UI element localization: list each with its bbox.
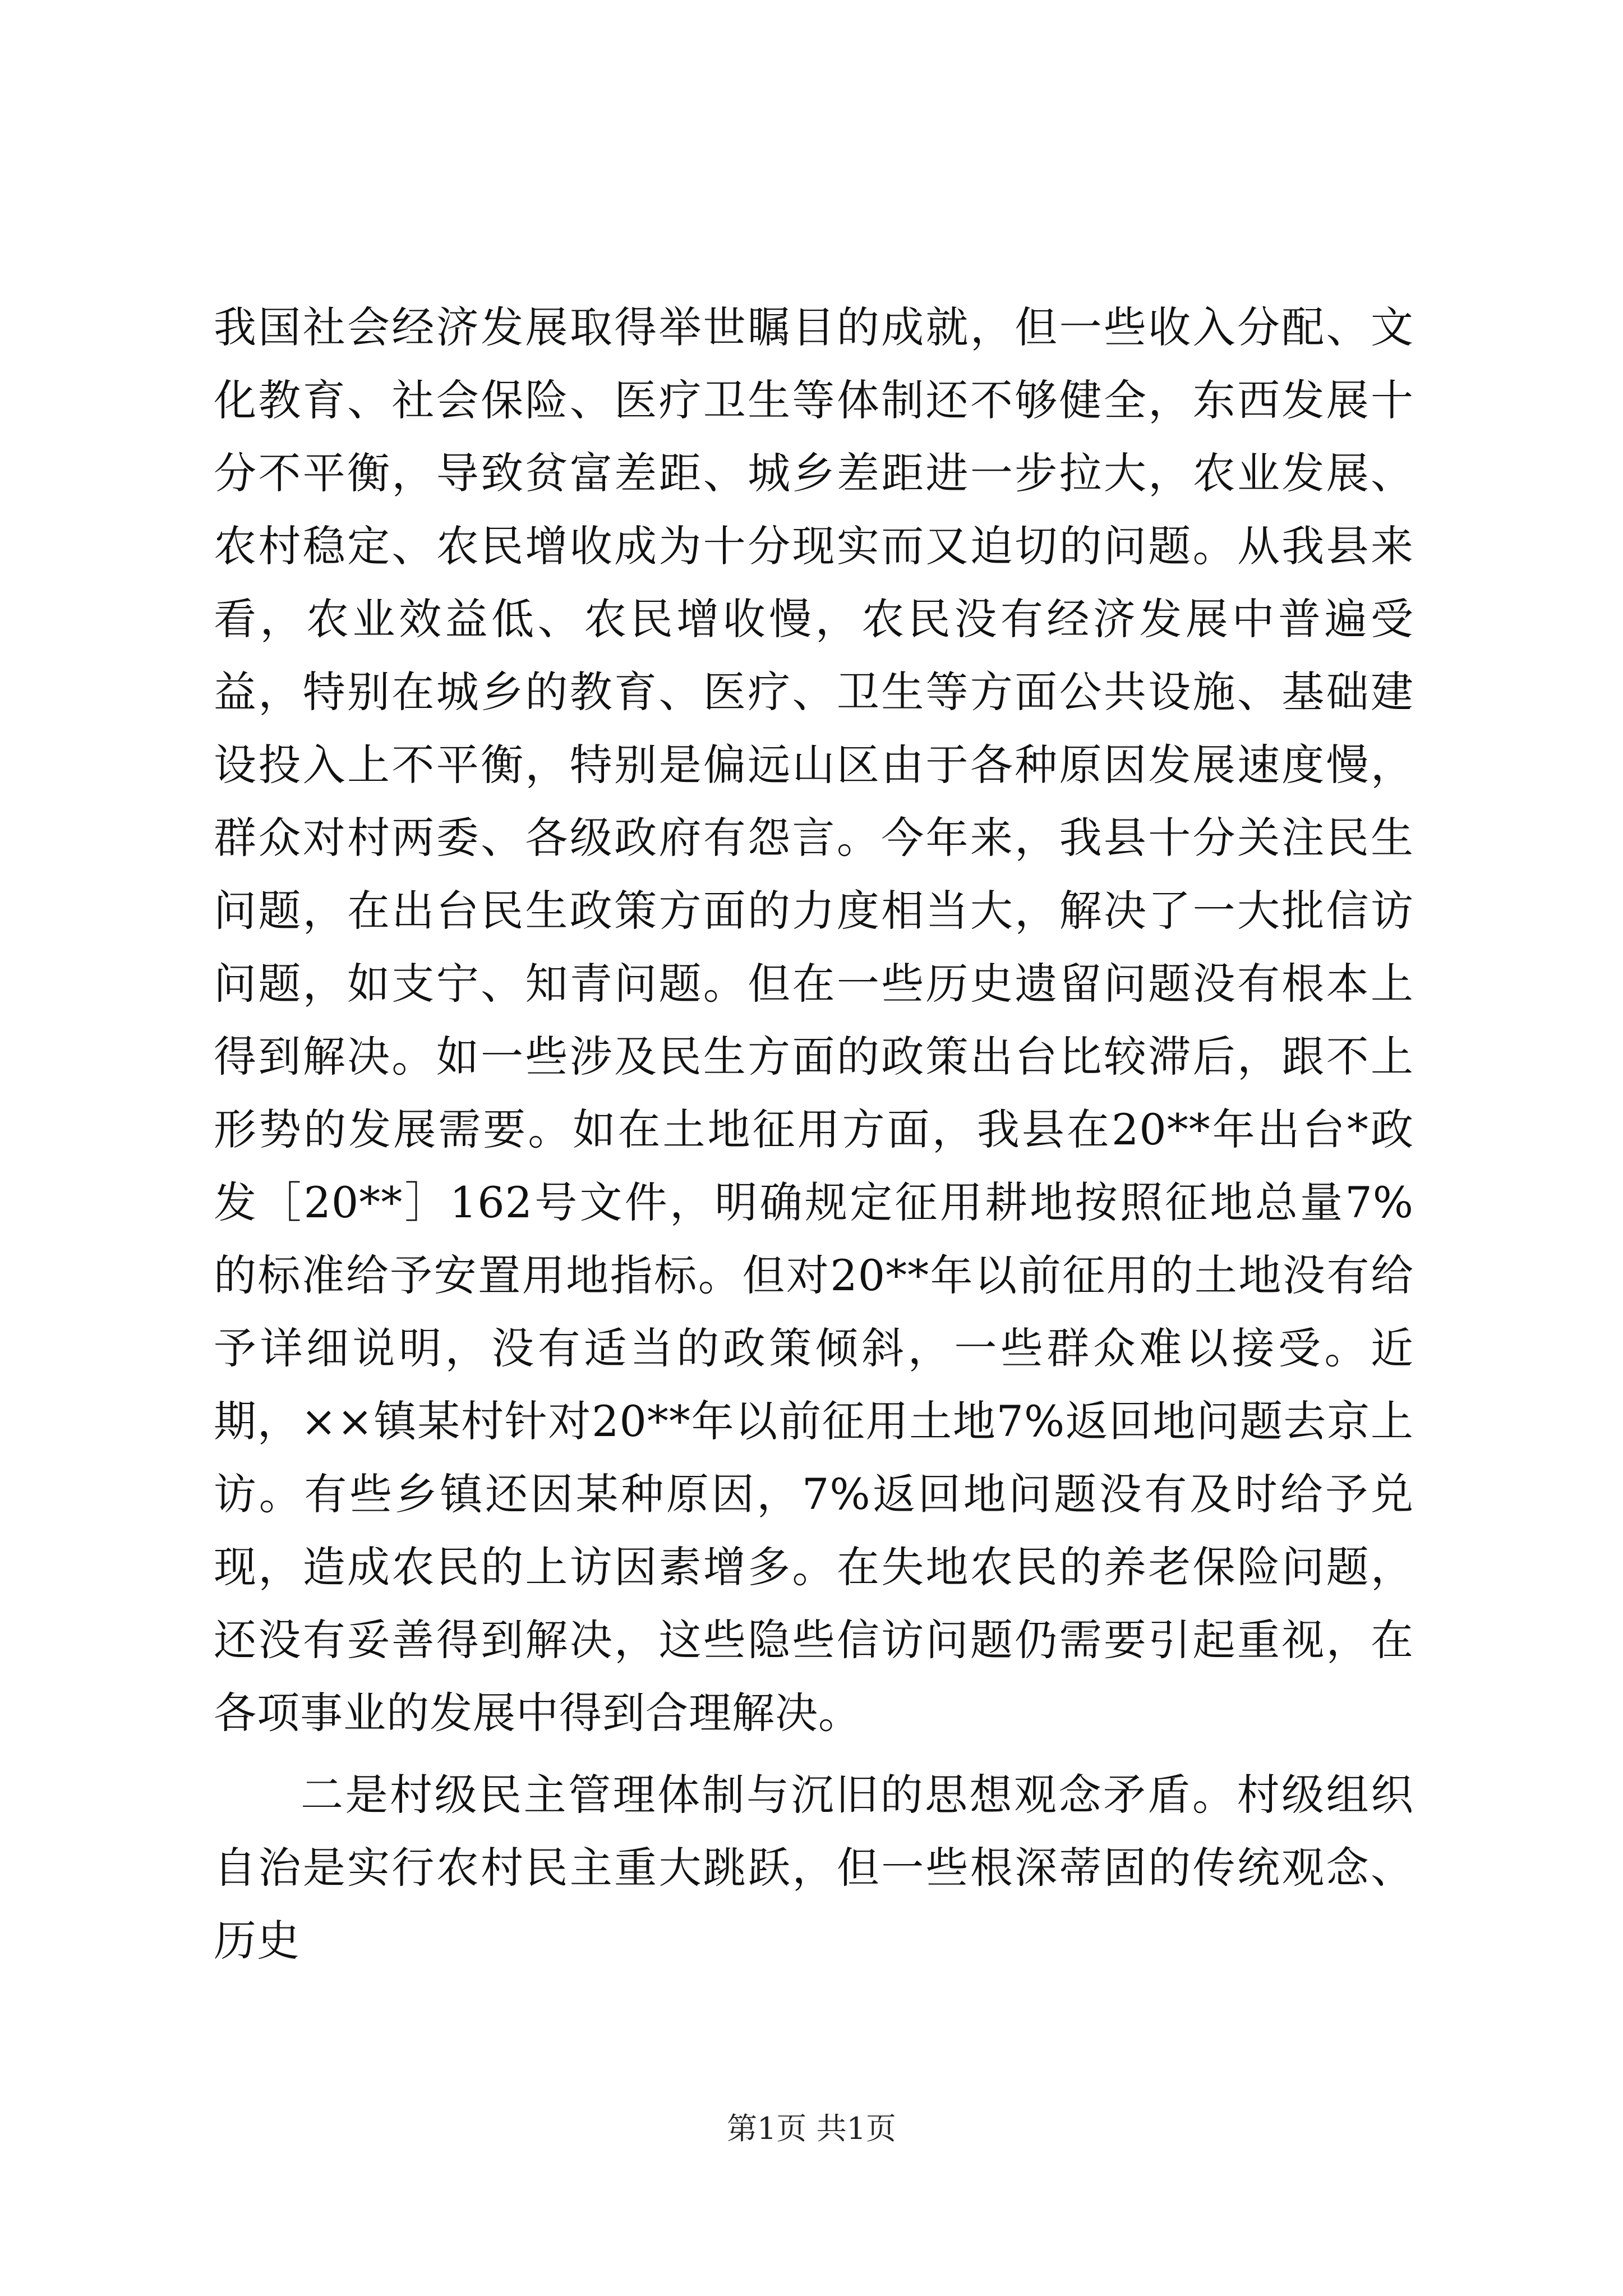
paragraph-continued: 我国社会经济发展取得举世瞩目的成就，但一些收入分配、文化教育、社会保险、医疗卫生等体制还不够健全，东西发展十分不平衡，导致贫富差距、城乡差距进一步拉大，农业发展、农村稳定、农民增收成为十分现实而又迫切的问题。从我县来看，农业效益低、农民增收慢，农民没有经济发展中普遍受益，特别在城乡的教育、医疗、卫生等方面公共设施、基础建设投入上不平衡，特别是偏远山区由于各种原因发展速度慢，群众对村两委、各级政府有怨言。今年来，我县十分关注民生问题，在出台民生政策方面的力度相当大，解决了一大批信访问题，如支宁、知青问题。但在一些历史遗留问题没有根本上得到解决。如一些涉及民生方面的政策出台比较滞后，跟不上形势的发展需要。如在土地征用方面，我县在20**年出台*政发［20**］162号文件，明确规定征用耕地按照征地总量7%的标准给予安置用地指标。但对20**年以前征用的土地没有给予详细说明，没有适当的政策倾斜，一些群众难以接受。近期，××镇某村针对20**年以前征用土地7%返回地问题去京上访。有些乡镇还因某种原因，7%返回地问题没有及时给予兑现，造成农民的上访因素增多。在失地农民的养老保险问题，还没有妥善得到解决，这些隐些信访问题仍需要引起重视，在各项事业的发展中得到合理解决。 [214, 302, 1414, 1738]
document-body [214, 291, 1414, 1977]
page-footer: 第1页 共1页 [727, 2111, 896, 2146]
paragraph-village-democracy: 二是村级民主管理体制与沉旧的思想观念矛盾。村级组织自治是实行农村民主重大跳跃，但一些根深蒂固的传统观念、历史 [214, 1770, 1414, 1966]
